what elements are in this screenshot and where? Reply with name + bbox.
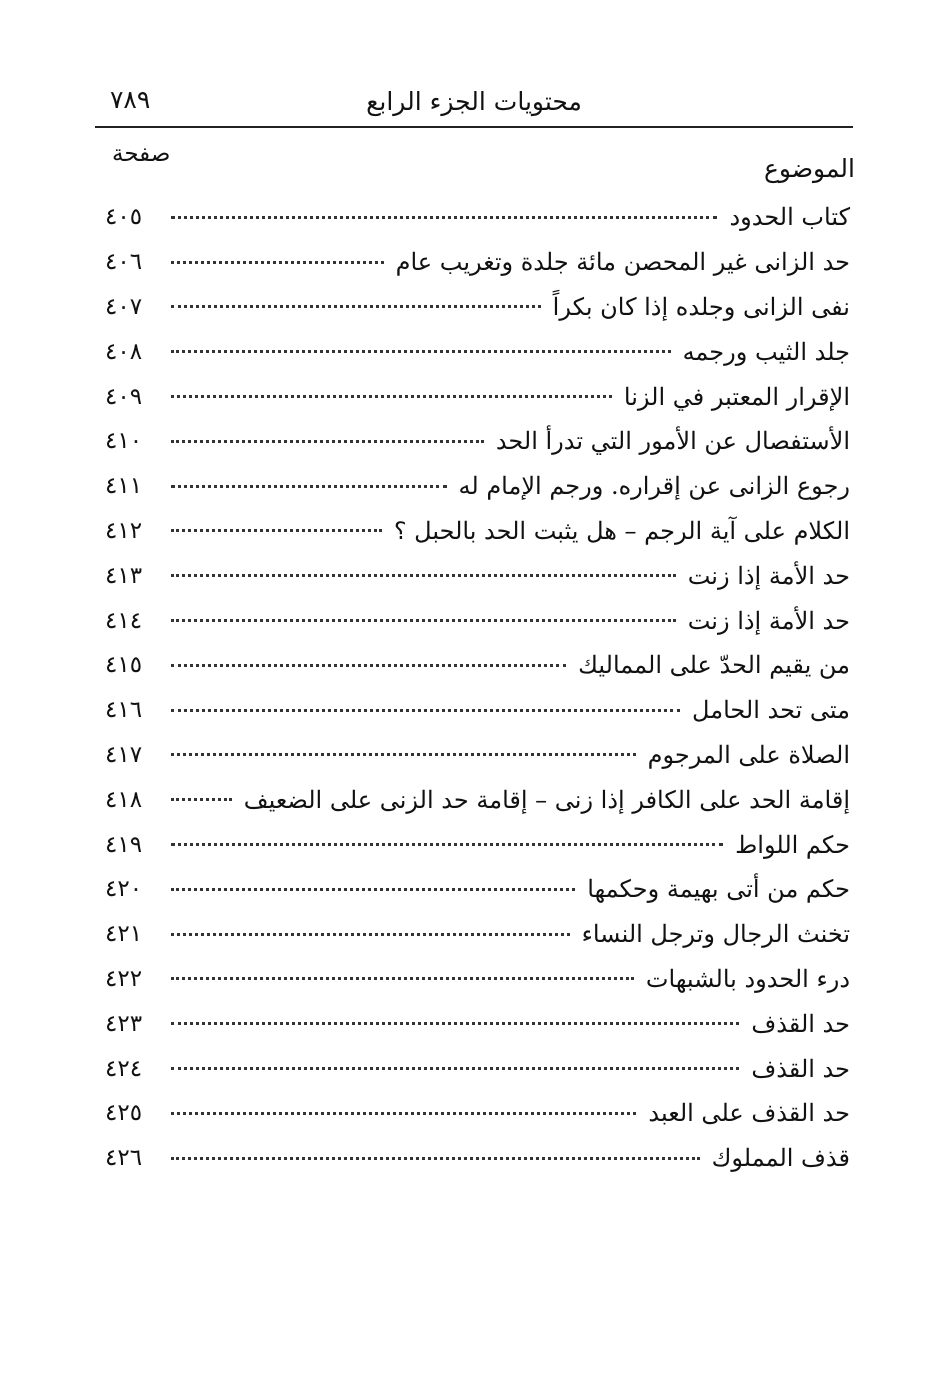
entry-page-number: ٤١٢ bbox=[105, 517, 143, 544]
contents-entry bbox=[105, 1046, 850, 1091]
contents-entry bbox=[105, 957, 850, 1002]
entry-page-number: ٤١١ bbox=[105, 473, 143, 500]
entry-page-number: ٤٢٤ bbox=[105, 1055, 143, 1082]
entry-title: نفى الزانى وجلده إذا كان بكراً bbox=[552, 292, 850, 321]
entry-page-number: ٤٢٠ bbox=[105, 876, 143, 903]
entry-title: حد القذف bbox=[751, 1054, 850, 1083]
contents-entry bbox=[105, 867, 850, 912]
entry-title: رجوع الزانى عن إقراره. ورجم الإمام له bbox=[458, 472, 850, 501]
entry-page-number: ٤١٠ bbox=[105, 428, 143, 455]
page-column-label: صفحة bbox=[112, 141, 171, 167]
header-rule bbox=[95, 126, 853, 128]
contents-entry bbox=[105, 285, 850, 330]
contents-entry bbox=[105, 240, 850, 285]
entry-title: الكلام على آية الرجم – هل يثبت الحد بالحبل ؟ bbox=[393, 516, 850, 545]
entry-page-number: ٤٢١ bbox=[105, 921, 143, 948]
entry-title: من يقيم الحدّ على المماليك bbox=[578, 651, 850, 680]
entry-title: كتاب الحدود bbox=[729, 203, 850, 232]
contents-entry bbox=[105, 1091, 850, 1136]
entry-title: الصلاة على المرجوم bbox=[647, 740, 850, 769]
contents-entry bbox=[105, 195, 850, 240]
entry-page-number: ٤١٦ bbox=[105, 697, 143, 724]
entry-page-number: ٤٠٨ bbox=[105, 338, 143, 365]
topic-column-label: الموضوع bbox=[764, 154, 855, 183]
entry-page-number: ٤٢٥ bbox=[105, 1100, 143, 1127]
contents-entry bbox=[105, 598, 850, 643]
entry-title: حكم من أتى بهيمة وحكمها bbox=[587, 875, 850, 904]
contents-entry bbox=[105, 374, 850, 419]
contents-list bbox=[105, 195, 850, 1181]
entry-page-number: ٤٢٦ bbox=[105, 1145, 143, 1172]
entry-page-number: ٤١٧ bbox=[105, 741, 143, 768]
entry-title: حد الأمة إذا زنت bbox=[687, 606, 850, 635]
contents-entry bbox=[105, 822, 850, 867]
running-head bbox=[95, 82, 853, 122]
dot-leader bbox=[171, 574, 676, 577]
contents-entry bbox=[105, 1001, 850, 1046]
dot-leader bbox=[171, 485, 447, 488]
dot-leader bbox=[171, 1022, 739, 1025]
dot-leader bbox=[171, 888, 575, 891]
contents-entry bbox=[105, 912, 850, 957]
dot-leader bbox=[171, 753, 636, 756]
page-number: ٧٨٩ bbox=[110, 85, 151, 114]
entry-page-number: ٤٢٣ bbox=[105, 1010, 143, 1037]
entry-page-number: ٤١٨ bbox=[105, 786, 143, 813]
dot-leader bbox=[171, 1067, 739, 1070]
entry-page-number: ٤٠٦ bbox=[105, 249, 143, 276]
dot-leader bbox=[171, 350, 671, 353]
contents-entry bbox=[105, 464, 850, 509]
entry-page-number: ٤٠٩ bbox=[105, 383, 143, 410]
entry-page-number: ٤٢٢ bbox=[105, 965, 143, 992]
entry-title: الإقرار المعتبر في الزنا bbox=[623, 382, 850, 411]
entry-title: حد القذف على العبد bbox=[648, 1099, 850, 1128]
running-head-title: محتويات الجزء الرابع bbox=[366, 87, 582, 116]
dot-leader bbox=[171, 664, 566, 667]
dot-leader bbox=[171, 1157, 700, 1160]
dot-leader bbox=[171, 305, 541, 308]
contents-entry bbox=[105, 509, 850, 554]
contents-entry bbox=[105, 1136, 850, 1181]
entry-page-number: ٤٠٥ bbox=[105, 204, 143, 231]
contents-entry bbox=[105, 329, 850, 374]
dot-leader bbox=[171, 933, 570, 936]
dot-leader bbox=[171, 798, 232, 801]
contents-entry bbox=[105, 643, 850, 688]
entry-title: متى تحد الحامل bbox=[692, 696, 850, 725]
entry-page-number: ٤١٩ bbox=[105, 831, 143, 858]
dot-leader bbox=[171, 395, 612, 398]
entry-page-number: ٤١٤ bbox=[105, 607, 143, 634]
entry-title: حكم اللواط bbox=[735, 830, 850, 859]
dot-leader bbox=[171, 529, 382, 532]
entry-title: قذف المملوك bbox=[711, 1144, 850, 1173]
dot-leader bbox=[171, 709, 680, 712]
entry-title: حد القذف bbox=[751, 1009, 850, 1038]
contents-entry bbox=[105, 688, 850, 733]
contents-entry bbox=[105, 777, 850, 822]
dot-leader bbox=[171, 1112, 636, 1115]
entry-page-number: ٤٠٧ bbox=[105, 293, 143, 320]
entry-title: حد الزانى غير المحصن مائة جلدة وتغريب عام bbox=[395, 248, 850, 277]
contents-entry bbox=[105, 733, 850, 778]
dot-leader bbox=[171, 440, 484, 443]
entry-title: إقامة الحد على الكافر إذا زنى – إقامة حد الزنى على الضعيف bbox=[243, 785, 850, 814]
entry-page-number: ٤١٣ bbox=[105, 562, 143, 589]
contents-entry bbox=[105, 419, 850, 464]
dot-leader bbox=[171, 843, 723, 846]
dot-leader bbox=[171, 261, 384, 264]
dot-leader bbox=[171, 619, 676, 622]
entry-title: درء الحدود بالشبهات bbox=[645, 964, 850, 993]
contents-entry bbox=[105, 553, 850, 598]
entry-title: الأستفصال عن الأمور التي تدرأ الحد bbox=[495, 427, 850, 456]
entry-title: حد الأمة إذا زنت bbox=[687, 561, 850, 590]
entry-page-number: ٤١٥ bbox=[105, 652, 143, 679]
entry-title: جلد الثيب ورجمه bbox=[682, 337, 850, 366]
dot-leader bbox=[171, 216, 717, 219]
entry-title: تخنث الرجال وترجل النساء bbox=[581, 920, 850, 949]
dot-leader bbox=[171, 977, 634, 980]
